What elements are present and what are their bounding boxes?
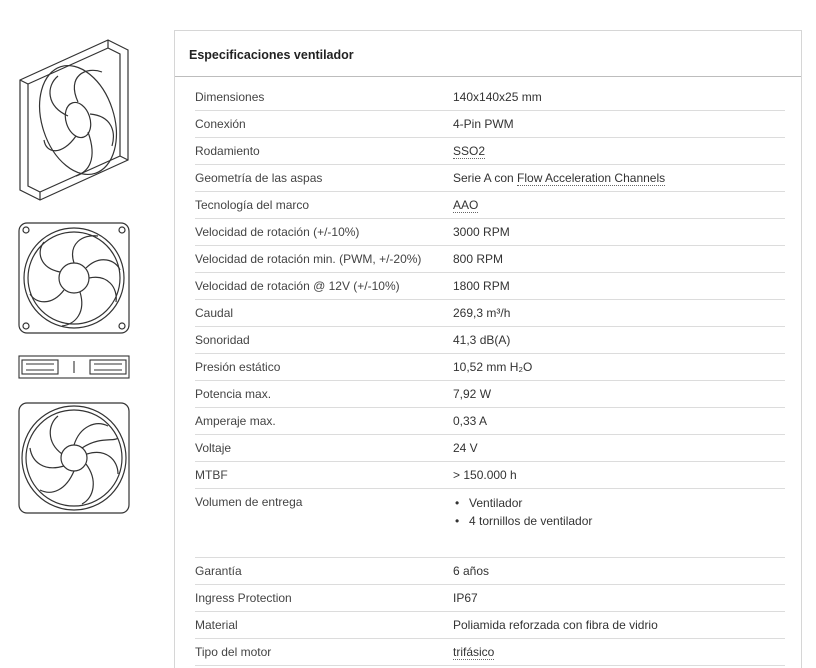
spec-label: Material (195, 618, 238, 632)
spec-row-potencia (195, 381, 785, 408)
spec-row-volumen-entrega (195, 489, 785, 558)
flow-acceleration-link[interactable]: Flow Acceleration Channels (517, 171, 666, 185)
rodamiento-link[interactable]: SSO2 (453, 144, 486, 158)
spec-label: Dimensiones (195, 90, 265, 104)
spec-value: 0,33 A (453, 414, 488, 428)
list-item: • 4 tornillos de ventilador (469, 512, 785, 530)
spec-label: Voltaje (195, 441, 232, 455)
spec-label: MTBF (195, 468, 228, 482)
spec-value: 800 RPM (453, 252, 504, 266)
fan-front-drawing-icon (18, 222, 130, 334)
spec-row-presion (195, 354, 785, 381)
spec-value: > 150.000 h (453, 468, 517, 482)
spec-row-marco (195, 192, 785, 219)
spec-value: 7,92 W (453, 387, 492, 401)
spec-row-amperaje (195, 408, 785, 435)
spec-label: Tipo del motor (195, 645, 272, 659)
spec-label: Conexión (195, 117, 246, 131)
spec-label: Ingress Protection (195, 591, 292, 605)
spec-label: Velocidad de rotación min. (PWM, +/-20%) (195, 252, 422, 266)
spec-label: Caudal (195, 306, 234, 320)
spec-value-prefix: Serie A con (453, 171, 518, 185)
fan-drawings (0, 0, 150, 668)
spec-value: 24 V (453, 441, 478, 455)
spec-label: Geometría de las aspas (195, 171, 323, 185)
list-item: • Ventilador (469, 494, 785, 512)
spec-row-material (195, 612, 785, 639)
spec-label: Rodamiento (195, 144, 260, 158)
spec-value: 4-Pin PWM (453, 117, 514, 131)
marco-link[interactable]: AAO (453, 198, 479, 212)
specifications-panel (174, 30, 802, 668)
spec-row-geometria (195, 165, 785, 192)
spec-value: 3000 RPM (453, 225, 510, 239)
spec-row-velocidad-12v (195, 273, 785, 300)
spec-value: IP67 (453, 591, 478, 605)
delivery-list (453, 494, 785, 530)
spec-row-garantia (195, 558, 785, 585)
spec-row-dimensiones (195, 84, 785, 111)
spec-row-voltaje (195, 435, 785, 462)
panel-title: Especificaciones ventilador (175, 31, 801, 77)
spec-label: Garantía (195, 564, 242, 578)
spec-row-motor (195, 639, 785, 666)
spec-label: Velocidad de rotación (+/-10%) (195, 225, 360, 239)
spec-value: 41,3 dB(A) (453, 333, 511, 347)
spec-label: Potencia max. (195, 387, 272, 401)
spec-value: Poliamida reforzada con fibra de vidrio (453, 618, 658, 632)
spec-label: Sonoridad (195, 333, 250, 347)
spec-label: Amperaje max. (195, 414, 276, 428)
spec-value: 269,3 m³/h (453, 306, 511, 320)
fan-side-drawing-icon (18, 355, 130, 379)
fan-back-drawing-icon (18, 402, 130, 514)
spec-value: 140x140x25 mm (453, 90, 542, 104)
spec-row-ingress (195, 585, 785, 612)
spec-row-conexion (195, 111, 785, 138)
spec-label: Velocidad de rotación @ 12V (+/-10%) (195, 279, 400, 293)
spec-row-caudal (195, 300, 785, 327)
motor-link[interactable]: trifásico (453, 645, 495, 659)
spec-row-mtbf (195, 462, 785, 489)
spec-row-sonoridad (195, 327, 785, 354)
spec-label: Tecnología del marco (195, 198, 310, 212)
spec-row-rodamiento (195, 138, 785, 165)
spec-value: 1800 RPM (453, 279, 510, 293)
specs-table (195, 84, 785, 666)
spec-label: Volumen de entrega (195, 495, 303, 509)
spec-value: 6 años (453, 564, 490, 578)
spec-value: 10,52 mm H₂O (453, 360, 533, 374)
spec-row-velocidad-min (195, 246, 785, 273)
spec-label: Presión estático (195, 360, 281, 374)
fan-angled-drawing-icon (16, 36, 132, 202)
spec-row-velocidad (195, 219, 785, 246)
